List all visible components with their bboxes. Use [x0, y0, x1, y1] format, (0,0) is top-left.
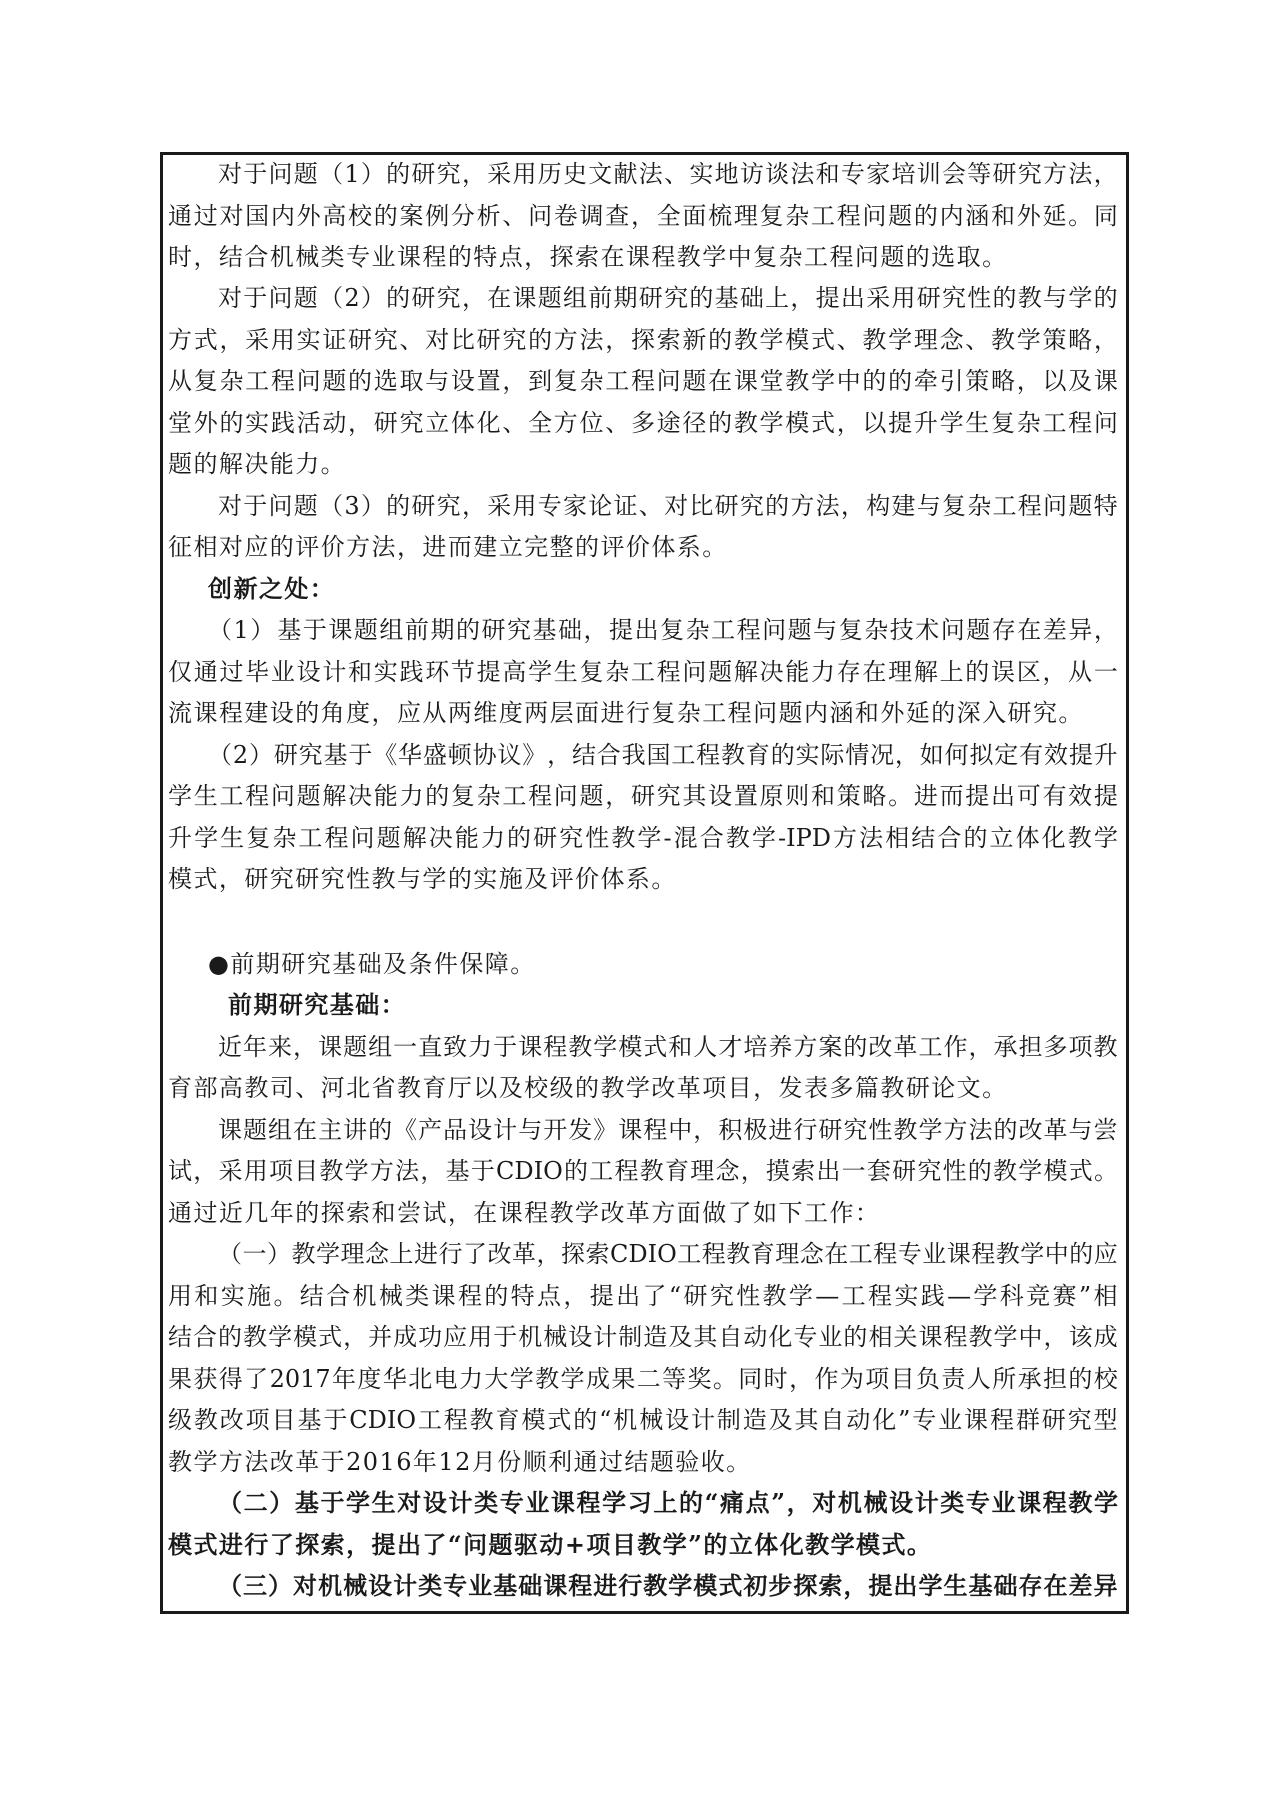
- text-line: 结 合 的 教 学 模 式 ， 并 成 功 应 用 于 机 械 设 计 制 造 及 其 自 动 化 专 业 的 相 关 课 程 教 学 中 ， 该 成: [168, 1323, 1118, 1352]
- text-line: 时，结合机械类专业课程的特点，探索在课程教学中复杂工程问题的选取。: [168, 243, 1008, 271]
- text-line: 仅 通 过 毕 业 设 计 和 实 践 环 节 提 高 学 生 复 杂 工 程 问 题 解 决 能 力 存 在 理 解 上 的 误 区 ， 从 一: [168, 657, 1118, 686]
- text-line: 对 于 问 题 （ 1 ） 的 研 究 ， 采 用 历 史 文 献 法 、 实 地 访 谈 法 和 专 家 培 训 会 等 研 究 方 法 ，: [218, 160, 1118, 188]
- text-line: 果 获 得 了 2017 年 度 华 北 电 力 大 学 教 学 成 果 二 等 奖 。 同 时 ， 作 为 项 目 负 责 人 所 承 担 的 校: [168, 1364, 1118, 1393]
- text-line: （ 1 ） 基 于 课 题 组 前 期 的 研 究 基 础 ， 提 出 复 杂 工 程 问 题 与 复 杂 技 术 问 题 存 在 差 异 ，: [208, 616, 1118, 645]
- text-line: ●前期研究基础及条件保障。: [208, 949, 536, 978]
- text-line: 模式，研究研究性教与学的实施及评价体系。: [168, 865, 677, 894]
- text-line: 从 复 杂 工 程 问 题 的 选 取 与 设 置 ， 到 复 杂 工 程 问 题 在 课 堂 教 学 中 的 的 牵 引 策 略 ， 以 及 课: [168, 367, 1118, 396]
- text-line: 升 学 生 复 杂 工 程 问 题 解 决 能 力 的 研 究 性 教 学 - 混 合 教 学 -IPD 方 法 相 结 合 的 立 体 化 教 学: [168, 823, 1118, 852]
- text-line: 用 和 实 施 。 结 合 机 械 类 课 程 的 特 点 ， 提 出 了 “ 研 究 性 教 学 — 工 程 实 践 — 学 科 竞 赛 ” 相: [168, 1281, 1118, 1310]
- text-line: 通过近几年的探索和尝试，在课程教学改革方面做了如下工作：: [168, 1198, 881, 1227]
- text-line: 堂 外 的 实 践 活 动 ， 研 究 立 体 化 、 全 方 位 、 多 途 径 的 教 学 模 式 ， 以 提 升 学 生 复 杂 工 程 问: [168, 408, 1118, 437]
- text-line: 对 于 问 题 （ 2 ） 的 研 究 ， 在 课 题 组 前 期 研 究 的 基 础 上 ， 提 出 采 用 研 究 性 的 教 与 学 的: [218, 284, 1118, 313]
- text-line: 教学方法改革于2016年12月份顺利通过结题验收。: [168, 1447, 752, 1476]
- text-line: 学 生 工 程 问 题 解 决 能 力 的 复 杂 工 程 问 题 ， 研 究 其 设 置 原 则 和 策 略 。 进 而 提 出 可 有 效 提: [168, 782, 1118, 811]
- text-line: 前期研究基础：: [228, 990, 407, 1020]
- text-line: 流课程建设的角度，应从两维度两层面进行复杂工程问题内涵和外延的深入研究。: [168, 699, 1084, 728]
- text-line: 课 题 组 在 主 讲 的 《 产 品 设 计 与 开 发 》 课 程 中 ， 积 极 进 行 研 究 性 教 学 方 法 的 改 革 与 尝: [218, 1115, 1118, 1144]
- text-line: （ 三 ） 对 机 械 设 计 类 专 业 基 础 课 程 进 行 教 学 模 式 初 步 探 索 ， 提 出 学 生 基 础 存 在 差 异: [218, 1571, 1118, 1600]
- text-line: 题的解决能力。: [168, 450, 347, 479]
- text-line: 通 过 对 国 内 外 高 校 的 案 例 分 析 、 问 卷 调 查 ， 全 面 梳 理 复 杂 工 程 问 题 的 内 涵 和 外 延 。 同: [168, 201, 1118, 230]
- text-line: 创新之处：: [208, 573, 336, 603]
- text-line: 征相对应的评价方法，进而建立完整的评价体系。: [168, 533, 728, 562]
- text-line: 方 式 ， 采 用 实 证 研 究 、 对 比 研 究 的 方 法 ， 探 索 新 的 教 学 模 式 、 教 学 理 念 、 教 学 策 略 ，: [168, 325, 1118, 354]
- text-line: 级 教 改 项 目 基 于 CDIO 工 程 教 育 模 式 的 “ 机 械 设 计 制 造 及 其 自 动 化 ” 专 业 课 程 群 研 究 型: [168, 1406, 1118, 1435]
- text-line: （ 2 ） 研 究 基 于 《 华 盛 顿 协 议 》 ， 结 合 我 国 工 程 教 育 的 实 际 情 况 ， 如 何 拟 定 有 效 提 升: [208, 740, 1118, 769]
- text-line: （ 一 ） 教 学 理 念 上 进 行 了 改 革 ， 探 索 CDIO 工 程 教 育 理 念 在 工 程 专 业 课 程 教 学 中 的 应: [218, 1240, 1118, 1269]
- text-line: 育部高教司、河北省教育厅以及校级的教学改革项目，发表多篇教研论文。: [168, 1074, 1008, 1103]
- text-line: 试 ， 采 用 项 目 教 学 方 法 ， 基 于 CDIO 的 工 程 教 育 理 念 ， 摸 索 出 一 套 研 究 性 的 教 学 模 式 。: [168, 1157, 1118, 1186]
- text-line: 近 年 来 ， 课 题 组 一 直 致 力 于 课 程 教 学 模 式 和 人 才 培 养 方 案 的 改 革 工 作 ， 承 担 多 项 教: [218, 1032, 1118, 1061]
- text-line: （ 二 ） 基 于 学 生 对 设 计 类 专 业 课 程 学 习 上 的 “ 痛 点 ” ， 对 机 械 设 计 类 专 业 课 程 教 学: [218, 1488, 1118, 1517]
- text-line: 模式进行了探索，提出了“问题驱动+项目教学”的立体化教学模式。: [168, 1529, 933, 1559]
- text-line: 对 于 问 题 （ 3 ） 的 研 究 ， 采 用 专 家 论 证 、 对 比 研 究 的 方 法 ， 构 建 与 复 杂 工 程 问 题 特: [218, 491, 1118, 520]
